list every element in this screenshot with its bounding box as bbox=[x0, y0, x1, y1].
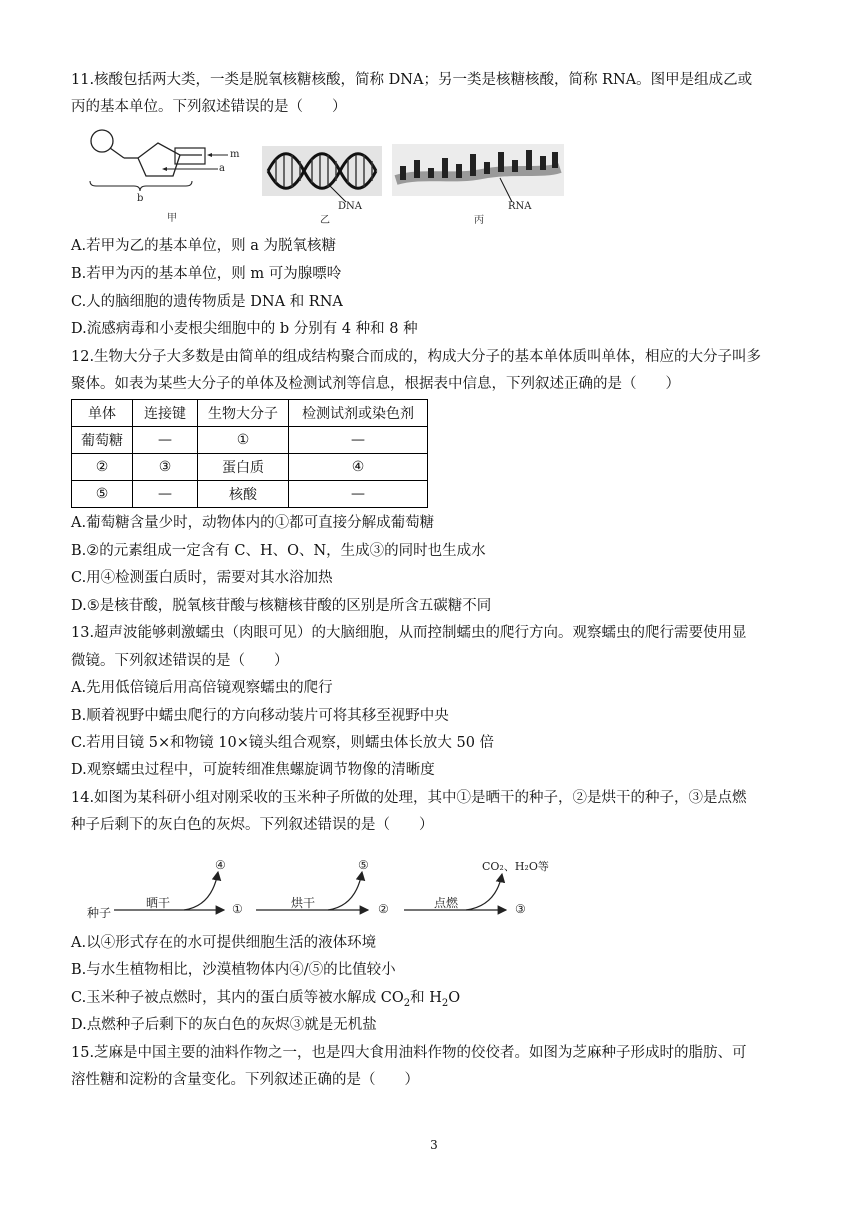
page-number: 3 bbox=[430, 1138, 438, 1152]
caption-yi: 乙 bbox=[320, 215, 330, 226]
q11-option-a: A.若甲为乙的基本单位，则 a 为脱氧核糖 bbox=[71, 238, 336, 254]
q12-option-d: D.⑤是核苷酸，脱氧核苷酸与核糖核苷酸的区别是所含五碳糖不同 bbox=[71, 598, 492, 614]
diagram-step-oven-dry: 烘干 bbox=[291, 896, 316, 910]
diagram-loss-gases: CO₂、H₂O等 bbox=[482, 860, 549, 873]
table-cell: — bbox=[133, 481, 198, 508]
diagram-output-1: ① bbox=[232, 902, 243, 916]
q14-option-c-text2: 和 H bbox=[410, 990, 442, 1006]
table-cell: — bbox=[133, 427, 198, 454]
table-header-cell: 单体 bbox=[72, 400, 133, 427]
table-cell: ③ bbox=[133, 454, 198, 481]
diagram-step-ignite: 点燃 bbox=[434, 896, 459, 910]
diagram-output-3: ③ bbox=[515, 902, 526, 916]
table-cell: 蛋白质 bbox=[198, 454, 289, 481]
q12-stem-line1: 12.生物大分子大多数是由简单的组成结构聚合而成的，构成大分子的基本单体质叫单体，相应的大分子叫多 bbox=[71, 349, 762, 365]
table-row bbox=[72, 427, 428, 454]
table-cell: ④ bbox=[289, 454, 428, 481]
q14-option-a: A.以④形式存在的水可提供细胞生活的液体环境 bbox=[71, 935, 377, 951]
q14-stem-line2: 种子后剩下的灰白色的灰烬。下列叙述错误的是（ ） bbox=[71, 817, 434, 833]
q14-stem-line1: 14.如图为某科研小组对刚采收的玉米种子所做的处理，其中①是晒干的种子，②是烘干的种子，③是点燃 bbox=[71, 790, 747, 806]
monomer-table bbox=[71, 399, 428, 508]
q14-option-b: B.与水生植物相比，沙漠植物体内④/⑤的比值较小 bbox=[71, 962, 396, 978]
diagram-loss-4: ④ bbox=[215, 858, 226, 872]
q11-option-c: C.人的脑细胞的遗传物质是 DNA 和 RNA bbox=[71, 294, 343, 310]
caption-bing: 丙 bbox=[474, 215, 484, 226]
q13-option-a: A.先用低倍镜后用高倍镜观察蠕虫的爬行 bbox=[71, 680, 333, 696]
q11-option-d: D.流感病毒和小麦根尖细胞中的 b 分别有 4 种和 8 种 bbox=[71, 321, 418, 337]
q14-option-c-text3: O bbox=[448, 990, 461, 1006]
table-cell: — bbox=[289, 481, 428, 508]
q12-option-a: A.葡萄糖含量少时，动物体内的①都可直接分解成葡萄糖 bbox=[71, 515, 435, 531]
q15-stem-line1: 15.芝麻是中国主要的油料作物之一，也是四大食用油料作物的佼佼者。如图为芝麻种子形成时的脂肪、可 bbox=[71, 1045, 747, 1061]
q11-stem-line2: 丙的基本单位。下列叙述错误的是（ ） bbox=[71, 99, 347, 115]
table-header-row bbox=[72, 400, 428, 427]
table-header-cell: 连接键 bbox=[133, 400, 198, 427]
table-cell: ② bbox=[72, 454, 133, 481]
q15-stem-line2: 溶性糖和淀粉的含量变化。下列叙述正确的是（ ） bbox=[71, 1072, 419, 1088]
diagram-step-sun-dry: 晒干 bbox=[146, 896, 171, 910]
table-row bbox=[72, 481, 428, 508]
table-header-cell: 检测试剂或染色剂 bbox=[289, 400, 428, 427]
label-dna: DNA bbox=[338, 201, 362, 212]
table-cell: 葡萄糖 bbox=[72, 427, 133, 454]
table-cell: — bbox=[289, 427, 428, 454]
label-a: a bbox=[219, 163, 225, 174]
q12-stem-line2: 聚体。如表为某些大分子的单体及检测试剂等信息，根据表中信息，下列叙述正确的是（ ） bbox=[71, 376, 680, 392]
q14-option-c-text1: C.玉米种子被点燃时，其内的蛋白质等被水解成 CO bbox=[71, 990, 404, 1006]
table-cell: 核酸 bbox=[198, 481, 289, 508]
q13-option-b: B.顺着视野中蠕虫爬行的方向移动装片可将其移至视野中央 bbox=[71, 708, 449, 724]
table-cell: ⑤ bbox=[72, 481, 133, 508]
rna-strand-image bbox=[392, 144, 564, 204]
q11-stem-line1: 11.核酸包括两大类，一类是脱氧核糖核酸，简称 DNA；另一类是核糖核酸，简称 RNA。图甲是组成乙或 bbox=[71, 72, 753, 88]
caption-jia: 甲 bbox=[167, 213, 177, 224]
q13-option-d: D.观察蠕虫过程中，可旋转细准焦螺旋调节物像的清晰度 bbox=[71, 762, 435, 778]
label-m: m bbox=[230, 149, 240, 160]
q12-option-b: B.②的元素组成一定含有 C、H、O、N，生成③的同时也生成水 bbox=[71, 543, 486, 559]
dna-helix-image bbox=[262, 146, 382, 206]
nucleotide-diagram bbox=[86, 126, 256, 221]
diagram-seed-label: 种子 bbox=[87, 906, 112, 920]
diagram-loss-5: ⑤ bbox=[358, 858, 369, 872]
table-row bbox=[72, 454, 428, 481]
q14-option-c: C.玉米种子被点燃时，其内的蛋白质等被水解成 $CO_2$和 $H_2O$ bbox=[71, 990, 461, 1009]
q11-option-b: B.若甲为丙的基本单位，则 m 可为腺嘌呤 bbox=[71, 266, 342, 282]
label-rna: RNA bbox=[508, 201, 532, 212]
q13-stem-line1: 13.超声波能够刺激蠕虫（肉眼可见）的大脑细胞，从而控制蠕虫的爬行方向。观察蠕虫的爬行需要使用显 bbox=[71, 625, 747, 641]
q13-stem-line2: 微镜。下列叙述错误的是（ ） bbox=[71, 653, 289, 669]
table-cell: ① bbox=[198, 427, 289, 454]
label-b: b bbox=[137, 193, 144, 204]
table-header-cell: 生物大分子 bbox=[198, 400, 289, 427]
diagram-output-2: ② bbox=[378, 902, 389, 916]
q12-option-c: C.用④检测蛋白质时，需要对其水浴加热 bbox=[71, 570, 333, 586]
q13-option-c: C.若用目镜 5×和物镜 10×镜头组合观察，则蠕虫体长放大 50 倍 bbox=[71, 735, 495, 751]
q14-option-d: D.点燃种子后剩下的灰白色的灰烬③就是无机盐 bbox=[71, 1017, 377, 1033]
